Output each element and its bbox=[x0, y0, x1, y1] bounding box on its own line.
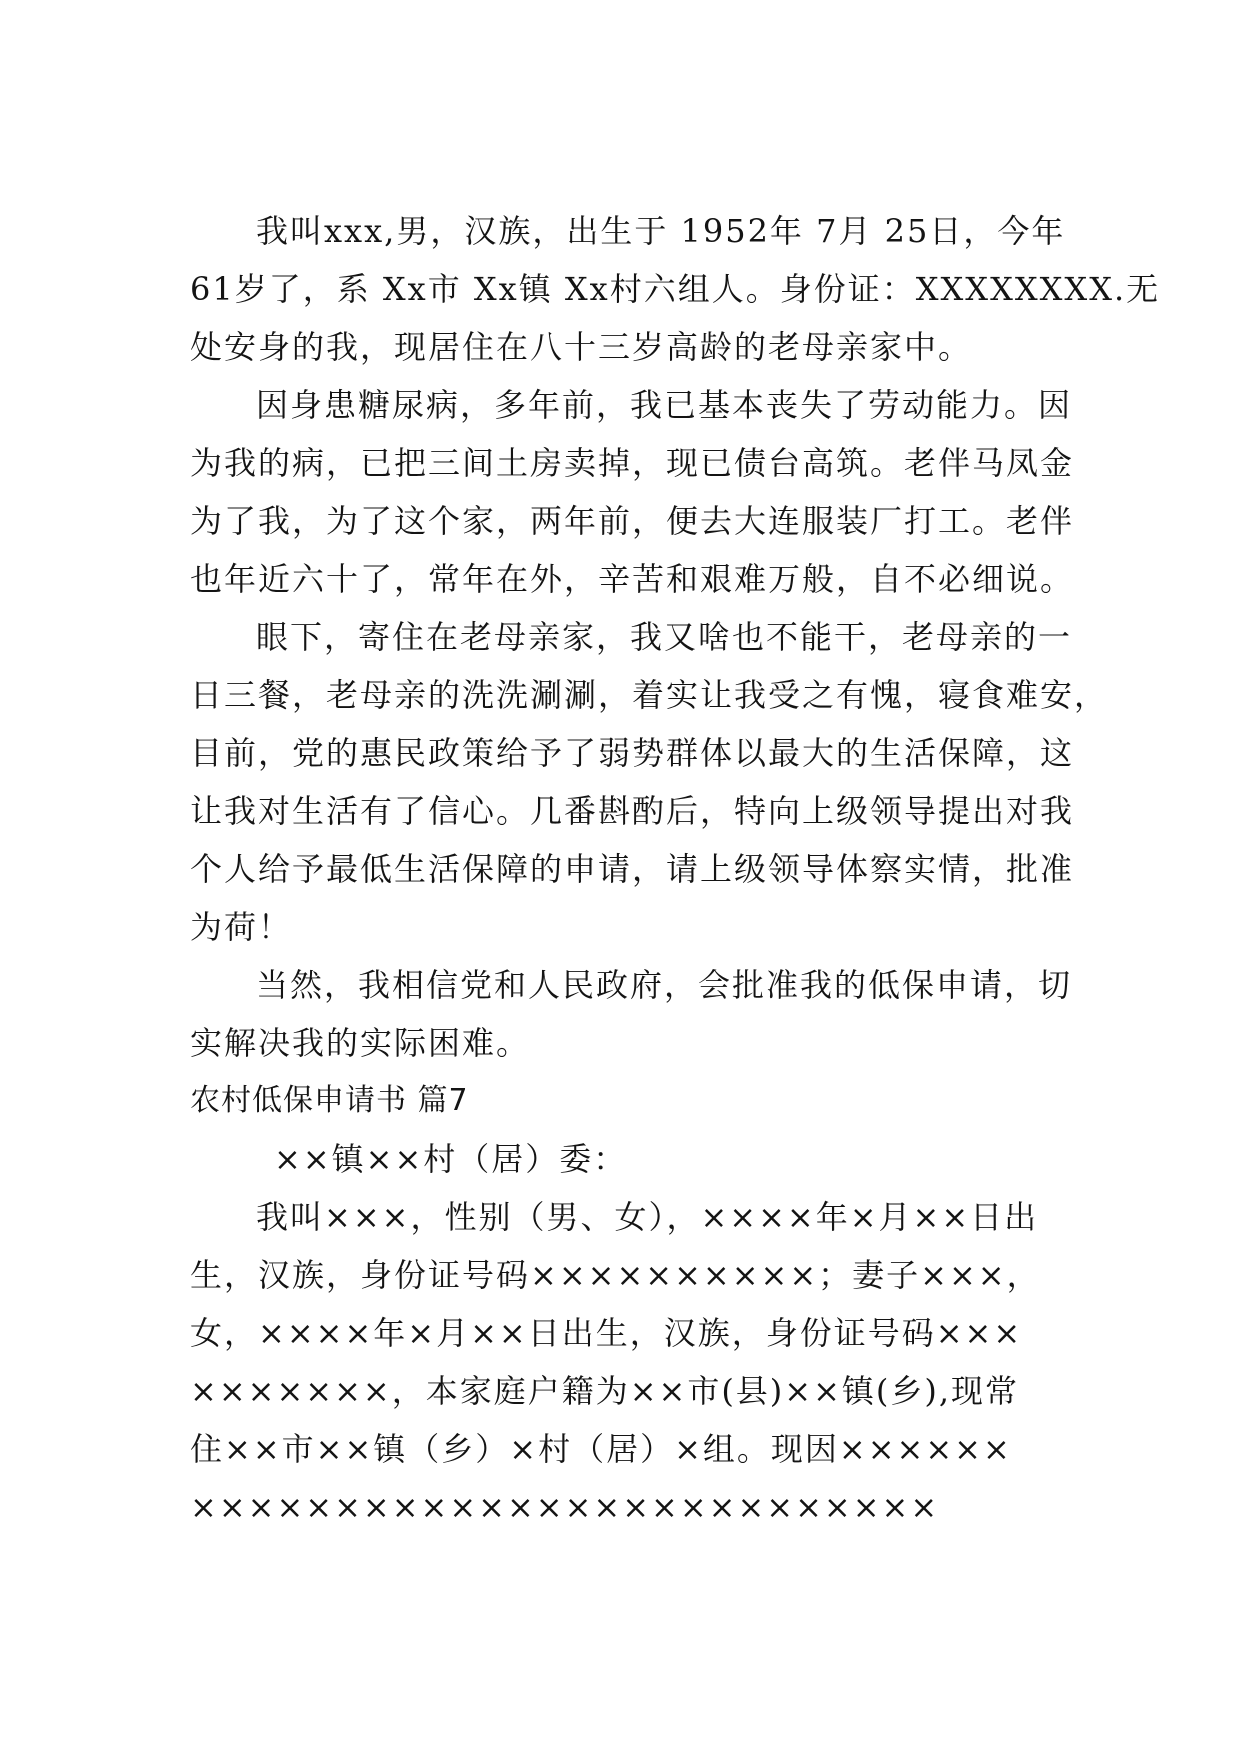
paragraph-1 bbox=[190, 212, 1161, 366]
application-paragraph bbox=[190, 1198, 1050, 1526]
paragraph-2 bbox=[190, 386, 1075, 598]
text-line: 眼下，寄住在老母亲家，我又啥也不能干，老母亲的一 bbox=[256, 618, 1073, 656]
document-body bbox=[190, 212, 1161, 1526]
text-line: 也年近六十了，常年在外，辛苦和艰难万般，自不必细说。 bbox=[190, 560, 1075, 598]
text-line: 61岁了，系 Xx市 Xx镇 Xx村六组人。身份证：XXXXXXXX.无 bbox=[190, 270, 1161, 308]
paragraph-4 bbox=[190, 966, 1073, 1062]
text-line: 个人给予最低生活保障的申请，请上级领导体察实情，批准 bbox=[190, 850, 1075, 888]
addressee-line: ××镇××村（居）委： bbox=[274, 1140, 628, 1178]
text-line: 我叫xxx,男，汉族，出生于 1952年 7月 25日，今年 bbox=[256, 212, 1066, 250]
text-line: 日三餐，老母亲的洗洗涮涮，着实让我受之有愧，寝食难安， bbox=[190, 676, 1109, 714]
text-line: ×××××××，本家庭户籍为××市(县)××镇(乡),现常 bbox=[190, 1372, 1020, 1410]
text-line: 实解决我的实际困难。 bbox=[190, 1024, 531, 1062]
text-line: 生，汉族，身份证号码××××××××××；妻子×××， bbox=[190, 1256, 1041, 1294]
text-line: 女，××××年×月××日出生，汉族，身份证号码××× bbox=[190, 1314, 1023, 1352]
text-line: 为了我，为了这个家，两年前，便去大连服装厂打工。老伴 bbox=[190, 502, 1075, 540]
text-line: 让我对生活有了信心。几番斟酌后，特向上级领导提出对我 bbox=[190, 792, 1075, 830]
paragraph-3 bbox=[190, 618, 1109, 946]
text-line: 因身患糖尿病，多年前，我已基本丧失了劳动能力。因 bbox=[256, 386, 1073, 424]
text-line: 处安身的我，现居住在八十三岁高龄的老母亲家中。 bbox=[190, 328, 973, 366]
text-line: ×××××××××××××××××××××××××× bbox=[190, 1488, 940, 1526]
text-line: 目前，党的惠民政策给予了弱势群体以最大的生活保障，这 bbox=[190, 734, 1075, 772]
text-line: 当然，我相信党和人民政府，会批准我的低保申请，切 bbox=[256, 966, 1073, 1004]
text-line: 为荷！ bbox=[190, 908, 293, 946]
text-line: 我叫×××，性别（男、女），××××年×月××日出 bbox=[256, 1198, 1039, 1236]
section-title: 农村低保申请书 篇7 bbox=[190, 1083, 469, 1118]
text-line: 住××市××镇（乡）×村（居）×组。现因×××××× bbox=[190, 1430, 1012, 1468]
text-line: 为我的病，已把三间土房卖掉，现已债台高筑。老伴马凤金 bbox=[190, 444, 1075, 482]
